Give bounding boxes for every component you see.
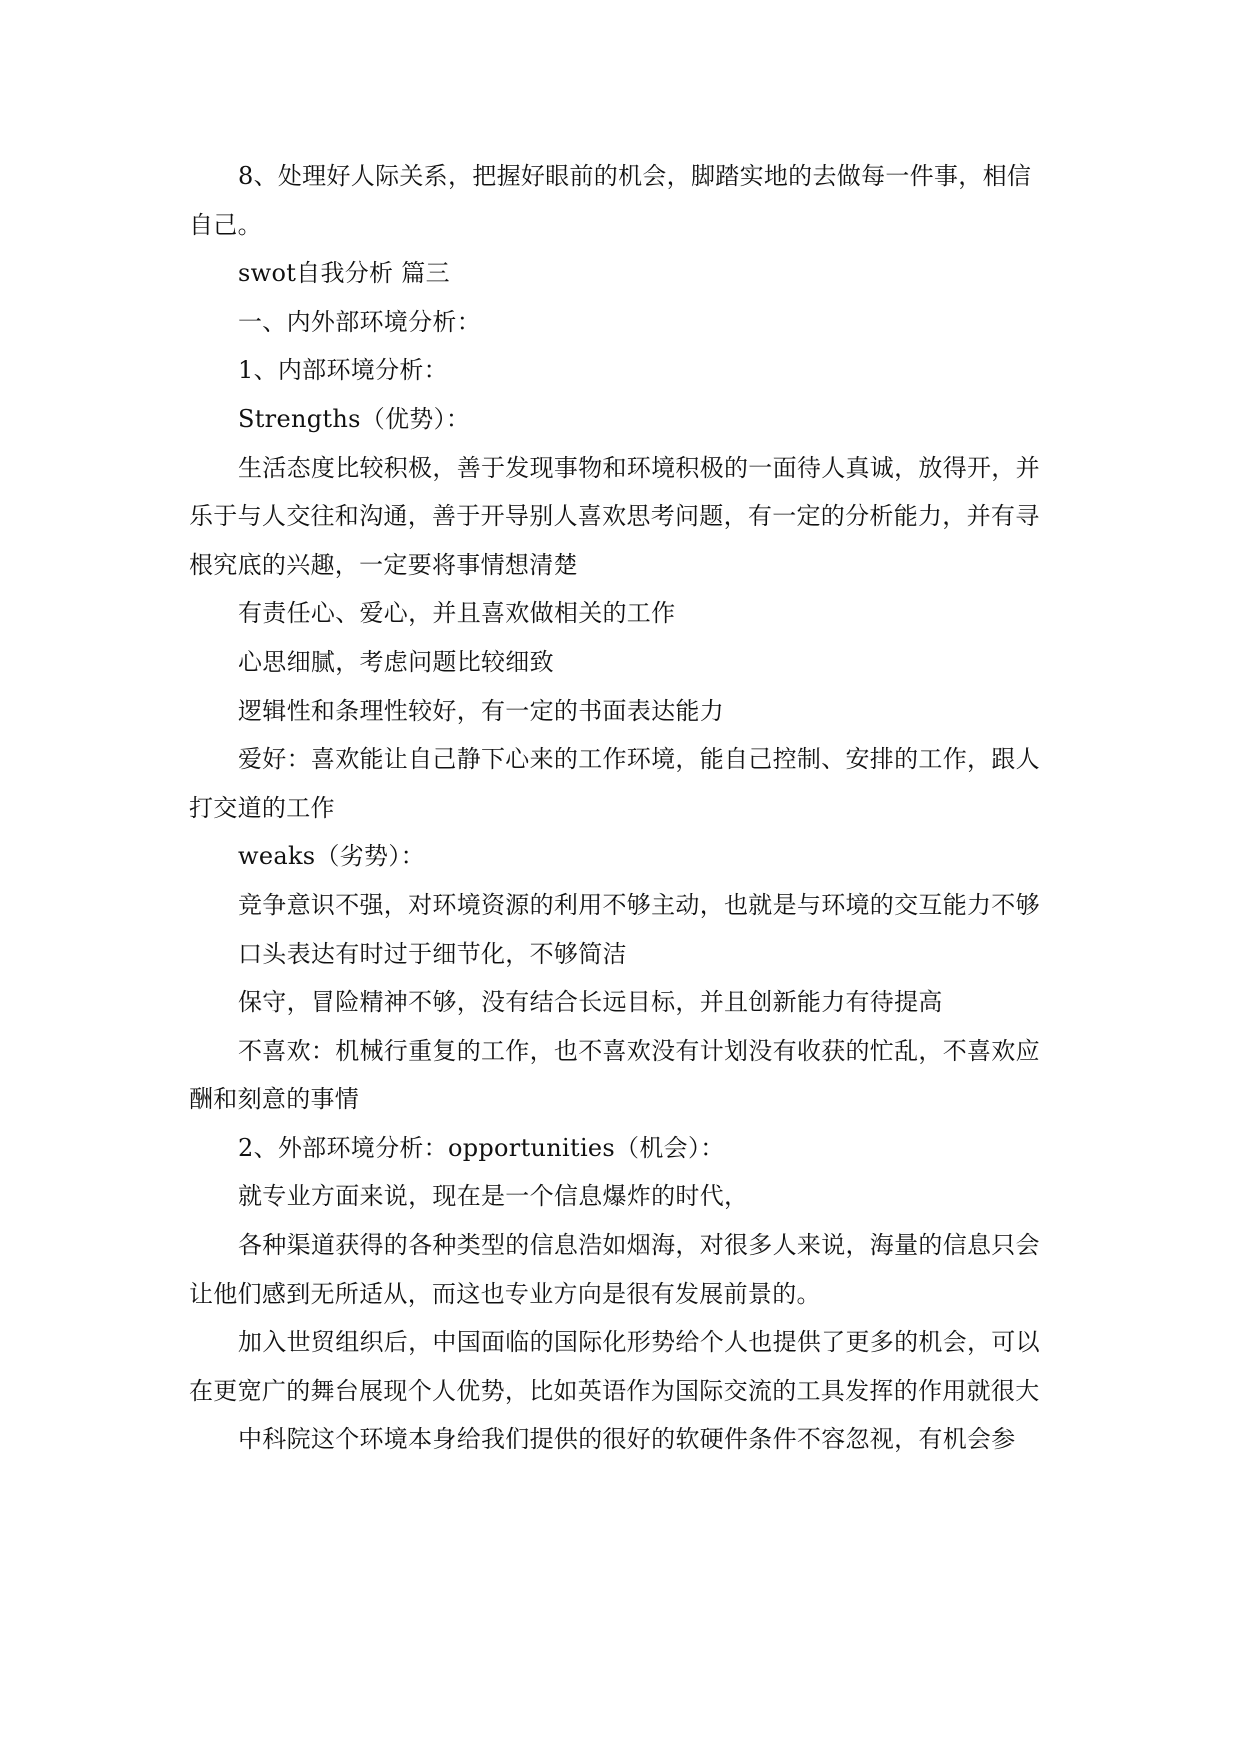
- paragraph-1: 8、处理好人际关系，把握好眼前的机会，脚踏实地的去做每一件事，相信自己。: [189, 162, 1032, 239]
- paragraph-wto: 加入世贸组织后，中国面临的国际化形势给个人也提供了更多的机会，可以在更宽广的舞台展现个人优势，比如英语作为国际交流的工具发挥的作用就很大: [189, 1328, 1040, 1405]
- paragraph-oral-expression: 口头表达有时过于细节化，不够简洁: [238, 939, 627, 968]
- paragraph-hobbies: 爱好：喜欢能让自己静下心来的工作环境，能自己控制、安排的工作，跟人打交道的工作: [189, 745, 1040, 822]
- paragraph-information-channels: 各种渠道获得的各种类型的信息浩如烟海，对很多人来说，海量的信息只会让他们感到无所适从，而这也专业方向是很有发展前景的。: [189, 1231, 1040, 1308]
- paragraph-strengths-attitude: 生活态度比较积极，善于发现事物和环境积极的一面待人真诚，放得开，并乐于与人交往和沟通，善于开导别人喜欢思考问题，有一定的分析能力，并有寻根究底的兴趣，一定要将事情想清楚: [189, 453, 1040, 579]
- paragraph-information-era: 就专业方面来说，现在是一个信息爆炸的时代，: [238, 1182, 749, 1211]
- heading-internal-analysis: 1、内部环境分析：: [238, 356, 448, 385]
- paragraph-competition: 竞争意识不强，对环境资源的利用不够主动，也就是与环境的交互能力不够: [238, 890, 1040, 919]
- paragraph-careful: 心思细腻，考虑问题比较细致: [238, 647, 554, 676]
- heading-environment-analysis: 一、内外部环境分析：: [238, 307, 481, 336]
- heading-strengths: Strengths（优势）：: [238, 404, 471, 433]
- heading-opportunities: 2、外部环境分析：opportunities（机会）：: [238, 1133, 725, 1162]
- paragraph-logic: 逻辑性和条理性较好，有一定的书面表达能力: [238, 696, 724, 725]
- paragraph-responsibility: 有责任心、爱心，并且喜欢做相关的工作: [238, 599, 676, 628]
- paragraph-dislikes: 不喜欢：机械行重复的工作，也不喜欢没有计划没有收获的忙乱，不喜欢应酬和刻意的事情: [189, 1036, 1040, 1114]
- document-body: [189, 152, 1053, 1464]
- section-heading-swot: swot自我分析 篇三: [238, 259, 450, 288]
- heading-weaknesses: weaks（劣势）：: [238, 842, 425, 871]
- paragraph-cas-environment: 中科院这个环境本身给我们提供的很好的软硬件条件不容忽视，有机会参: [238, 1425, 1016, 1454]
- paragraph-conservative: 保守，冒险精神不够，没有结合长远目标，并且创新能力有待提高: [238, 988, 943, 1017]
